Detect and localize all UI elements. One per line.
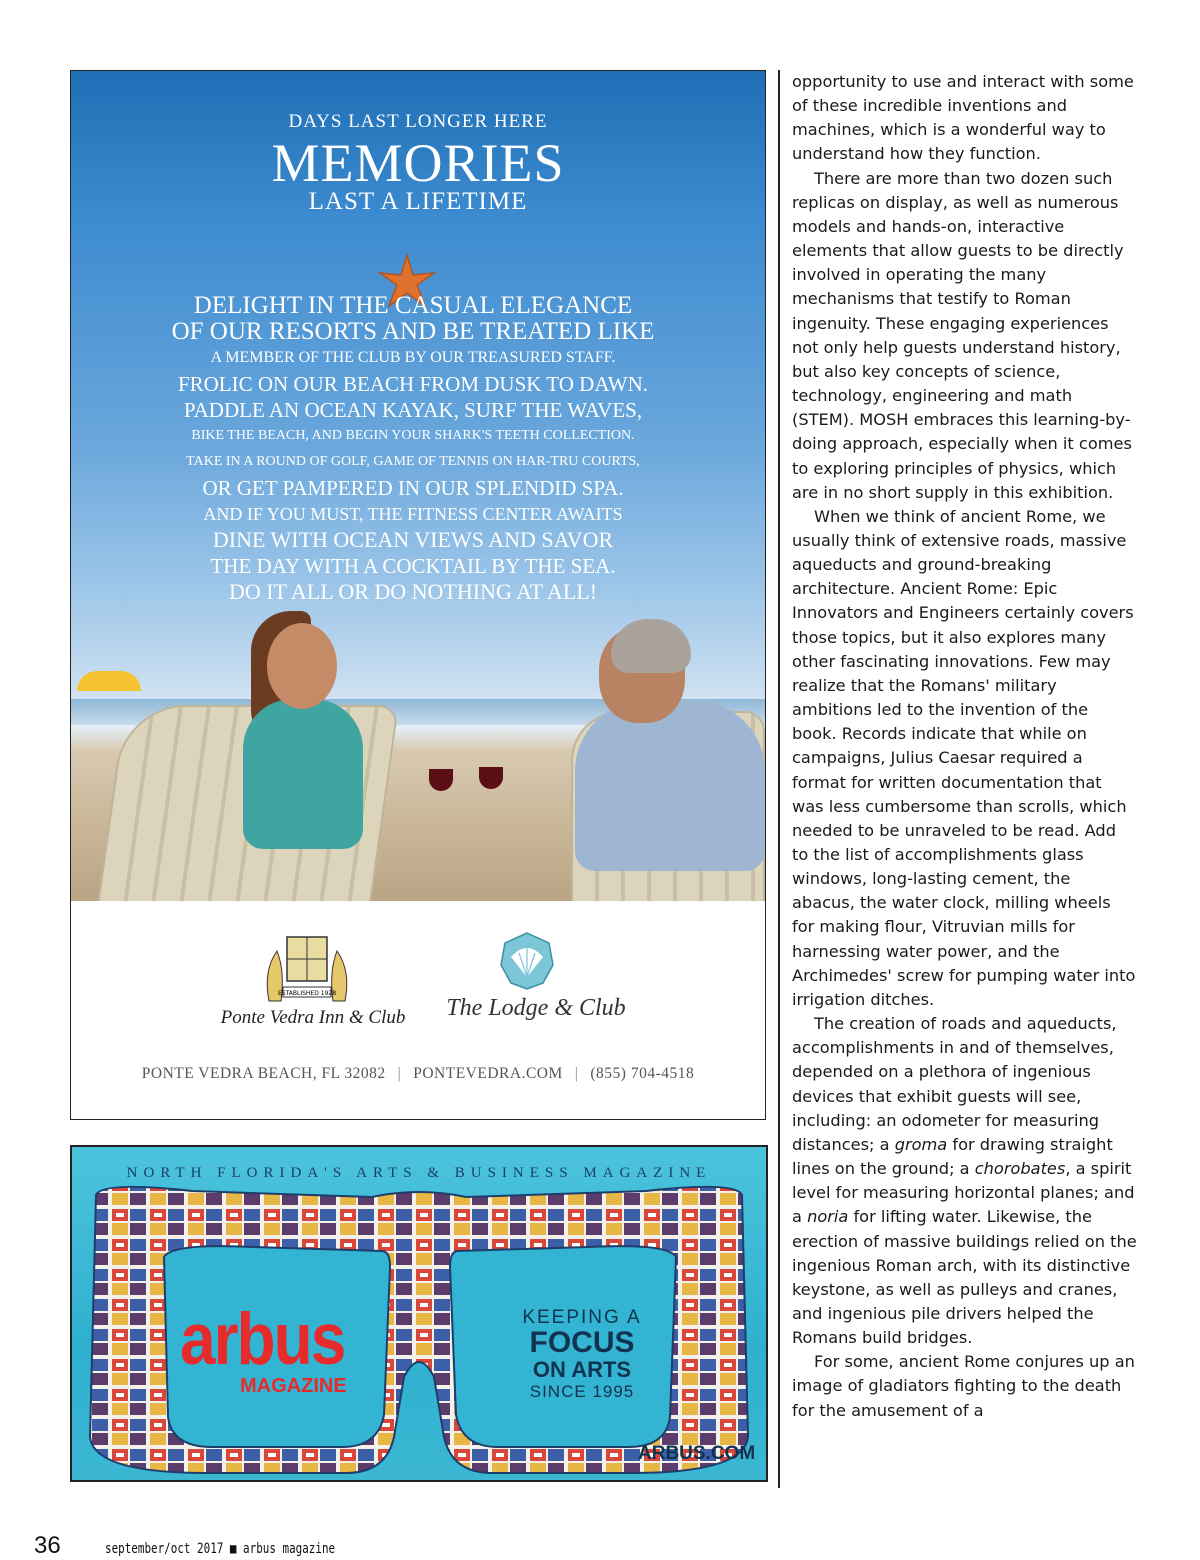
separator: | [397, 1065, 402, 1082]
ad-body-line: BIKE THE BEACH, AND BEGIN YOUR SHARK'S TEETH COLLECTION. [191, 428, 635, 443]
ad-contact-line [71, 1065, 765, 1083]
arbus-top-line: NORTH FLORIDA'S ARTS & BUSINESS MAGAZINE [126, 1165, 712, 1181]
article-paragraph: The creation of roads and aqueducts, accomplishments in and of themselves, depended on a plethora of ingenious devices that exhibit guests will see, including: an odometer for measuring distances; a groma for drawing straight lines on the ground; a chorobates, a spirit level for measuring horizontal planes; and a noria for lifting water. Likewise, the erection of massive buildings relied on the ingenious Roman arch, with its distinctive keystone, as well as pulleys and cranes, and ingenious pile drivers helped the Romans build bridges. [792, 1014, 1137, 1348]
beach-umbrella [77, 671, 141, 691]
arbus-logo: arbus [180, 1297, 345, 1381]
article-column [792, 70, 1137, 1423]
ad-body-line: DELIGHT IN THE CASUAL ELEGANCE [193, 292, 633, 319]
ad-body-line: TAKE IN A ROUND OF GOLF, GAME OF TENNIS ON HAR-TRU COURTS, [186, 454, 640, 469]
arbus-tagline [512, 1307, 652, 1402]
ad-logo-band [71, 901, 765, 1119]
crest-text: ESTABLISHED 1928 [277, 990, 337, 997]
ad-kicker: DAYS LAST LONGER HERE [288, 111, 548, 132]
arbus-url: ARBUS.COM [638, 1443, 756, 1464]
ad-phone: (855) 704-4518 [590, 1065, 695, 1082]
ponte-vedra-logo-text: Ponte Vedra Inn & Club [220, 1007, 406, 1028]
ad-body-line: DINE WITH OCEAN VIEWS AND SAVOR [212, 527, 614, 552]
man-figure [575, 701, 765, 871]
ad-headline: MEMORIES [271, 133, 565, 193]
lodge-shell-icon [499, 931, 555, 991]
tagline-line: FOCUS [529, 1326, 635, 1359]
woman-figure [243, 699, 363, 849]
ad-body-line: OR GET PAMPERED IN OUR SPLENDID SPA. [202, 476, 624, 500]
article-paragraph: opportunity to use and interact with some of these incredible inventions and machines, which is a wonderful way to understand how they function. [792, 72, 1134, 164]
ad-body-line: THE DAY WITH A COCKTAIL BY THE SEA. [210, 554, 616, 578]
article-paragraph: When we think of ancient Rome, we usually think of extensive roads, massive aqueducts and ground-breaking architecture. Ancient Rome: Epic Innovators and Engineers certainly covers those topics, but it also explores many other fascinating innovations. Few may realize that the Romans' military ambitions led to the invention of the book. Records indicate that while on campaigns, Julius Caesar required a format for written documentation that was less cumbersome than scrolls, which needed to be unraveled to be read. Add to the list of accomplishments glass windows, long-lasting cement, the abacus, the water clock, milling wheels for making flour, Vitruvian mills for harnessing water power, and the Archimedes' screw for pumping water into irrigation ditches. [792, 506, 1136, 1009]
ad-body-line: FROLIC ON OUR BEACH FROM DUSK TO DAWN. [177, 372, 649, 396]
page-number: 36 [34, 1532, 61, 1559]
tagline-line: SINCE 1995 [529, 1382, 635, 1401]
tagline-line: ON ARTS [532, 1357, 632, 1382]
ad-body-line: AND IF YOU MUST, THE FITNESS CENTER AWAITS [203, 504, 623, 524]
lodge-and-club-logo-text: The Lodge & Club [446, 995, 626, 1021]
column-divider [778, 70, 780, 1488]
ponte-vedra-ad [70, 70, 766, 1120]
ad-body-copy [163, 293, 663, 605]
ad-website: PONTEVEDRA.COM [413, 1065, 563, 1082]
tagline-line: KEEPING A [522, 1307, 642, 1328]
article-paragraph: There are more than two dozen such replicas on display, as well as numerous models and hands-on, interactive elements that allow guests to be directly involved in operating the many mechanisms that testify to Roman ingenuity. These engaging experiences not only help guests understand history, but also key concepts of science, technology, engineering and math (STEM). MOSH embraces this learning-by-doing approach, especially when it comes to exploring principles of physics, which are in no short supply in this exhibition. [792, 168, 1132, 502]
ad-body-line: A MEMBER OF THE CLUB BY OUR TREASURED STAFF. [210, 349, 616, 366]
ad-body-line: OF OUR RESORTS AND BE TREATED LIKE [171, 318, 655, 345]
page-folio: september/oct 2017 ■ arbus magazine [105, 1541, 336, 1557]
sunglasses-graphic [72, 1147, 766, 1480]
ad-subhead: LAST A LIFETIME [308, 188, 528, 215]
arbus-ad [70, 1145, 768, 1482]
ponte-vedra-crest-icon [259, 931, 355, 1011]
ad-body-line: PADDLE AN OCEAN KAYAK, SURF THE WAVES, [183, 398, 643, 422]
separator: | [574, 1065, 579, 1082]
ad-address: PONTE VEDRA BEACH, FL 32082 [141, 1065, 386, 1082]
woman-figure-head [267, 623, 337, 709]
article-paragraph: For some, ancient Rome conjures up an image of gladiators fighting to the death for the amusement of a [792, 1352, 1135, 1420]
ad-body-line: DO IT ALL OR DO NOTHING AT ALL! [228, 579, 598, 604]
arbus-logo-sub: MAGAZINE [240, 1375, 347, 1397]
